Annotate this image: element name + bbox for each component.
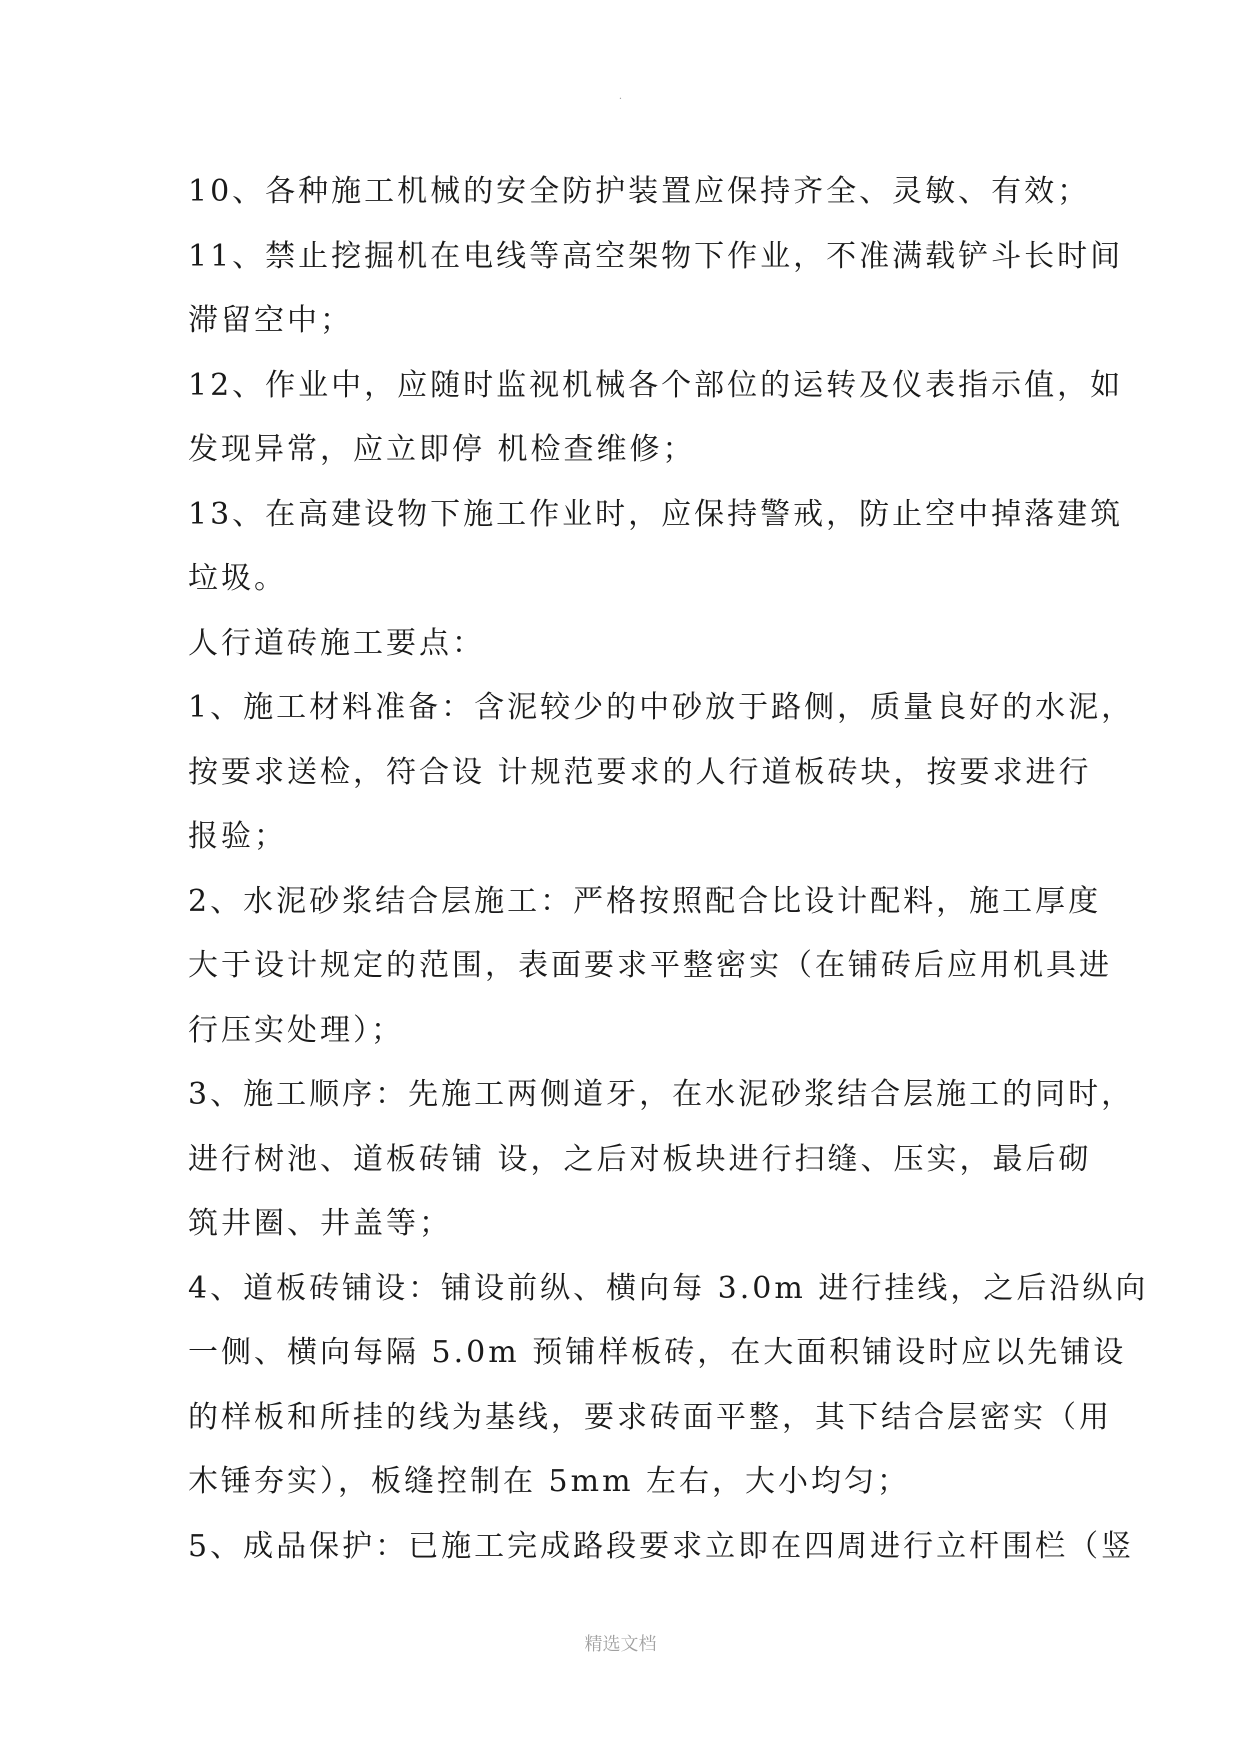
text-line: 4、道板砖铺设：铺设前纵、横向每 3.0m 进行挂线，之后沿纵向	[188, 1270, 1149, 1306]
text-line: 11、禁止挖掘机在电线等高空架物下作业，不准满载铲斗长时间	[188, 238, 1124, 274]
text-line: 发现异常，应立即停 机检查维修；	[188, 432, 696, 467]
page-footer: 精选文档	[584, 1634, 657, 1655]
section-heading: 人行道砖施工要点：	[188, 625, 485, 661]
text-line: 大于设计规定的范围，表面要求平整密实（在铺砖后应用机具进	[188, 948, 1112, 983]
text-line: 1、施工材料准备：含泥较少的中砂放于路侧，质量良好的水泥，	[188, 690, 1135, 725]
text-line: 进行树池、道板砖铺 设，之后对板块进行扫缝、压实，最后砌	[188, 1141, 1092, 1177]
text-line: 的样板和所挂的线为基线，要求砖面平整，其下结合层密实（用	[188, 1399, 1112, 1435]
page-top-mark: .	[618, 91, 623, 102]
text-line: 3、施工顺序：先施工两侧道牙，在水泥砂浆结合层施工的同时，	[188, 1077, 1135, 1112]
text-line: 行压实处理）；	[188, 1012, 404, 1048]
text-line: 垃圾。	[188, 561, 287, 596]
text-line: 5、成品保护：已施工完成路段要求立即在四周进行立杆围栏（竖	[188, 1528, 1135, 1564]
text-line: 木锤夯实），板缝控制在 5mm 左右，大小均匀；	[188, 1464, 911, 1499]
text-line: 2、水泥砂浆结合层施工：严格按照配合比设计配料，施工厚度	[188, 883, 1102, 919]
text-line: 12、作业中，应随时监视机械各个部位的运转及仪表指示值，如	[188, 367, 1124, 403]
text-line: 13、在高建设物下施工作业时，应保持警戒，防止空中掉落建筑	[188, 496, 1124, 532]
text-line: 10、各种施工机械的安全防护装置应保持齐全、灵敏、有效；	[188, 174, 1091, 209]
text-line: 按要求送检，符合设 计规范要求的人行道板砖块，按要求进行	[188, 754, 1092, 790]
text-line: 滞留空中；	[188, 303, 353, 338]
text-line: 筑井圈、井盖等；	[188, 1206, 452, 1241]
text-line: 一侧、横向每隔 5.0m 预铺样板砖，在大面积铺设时应以先铺设	[188, 1335, 1127, 1370]
document-body	[188, 160, 1149, 1579]
text-line: 报验；	[188, 819, 287, 854]
